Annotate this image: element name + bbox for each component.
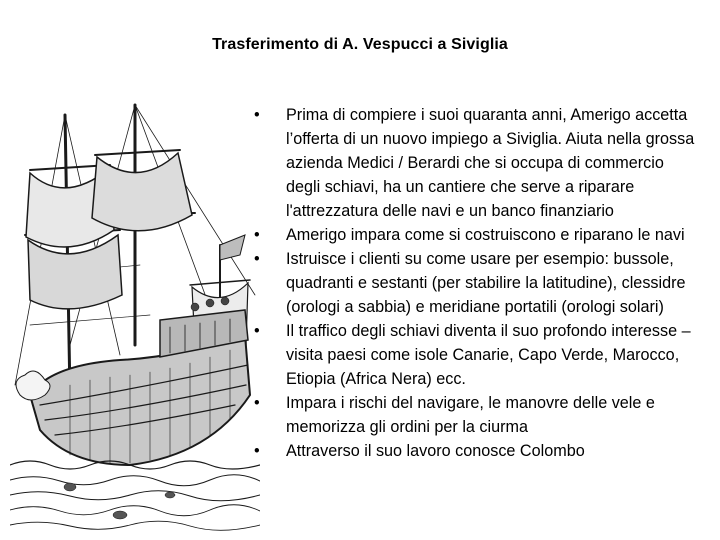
bullet-item: • Prima di compiere i suoi quaranta anni, Amerigo accetta l’offerta di un nuovo impiego a Siviglia. Aiuta nella grossa azienda Medici / Berardi che si occupa di commercio degli schiavi, ha un cantiere che serve a riparare l'attrezzatura delle navi e un banco finanziario (252, 103, 702, 223)
sailing-ship-engraving (10, 95, 260, 535)
bullet-item: • Il traffico degli schiavi diventa il suo profondo interesse – visita paesi come isole Canarie, Capo Verde, Marocco, Etiopia (Africa Nera) ecc. (252, 319, 702, 391)
bullet-item: • Attraverso il suo lavoro conosce Colombo (252, 439, 702, 463)
bullet-list (252, 103, 702, 463)
slide-title: Trasferimento di A. Vespucci a Siviglia (212, 36, 508, 53)
bullet-item: • Impara i rischi del navigare, le manovre delle vele e memorizza gli ordini per la ciurma (252, 391, 702, 439)
bullet-item: • Amerigo impara come si costruiscono e riparano le navi (252, 223, 702, 247)
bullet-item: • Istruisce i clienti su come usare per esempio: bussole, quadranti e sestanti (per stabilire la latitudine), clessidre (orologi a sabbia) e meridiane portatili (orologi solari) (252, 247, 702, 319)
